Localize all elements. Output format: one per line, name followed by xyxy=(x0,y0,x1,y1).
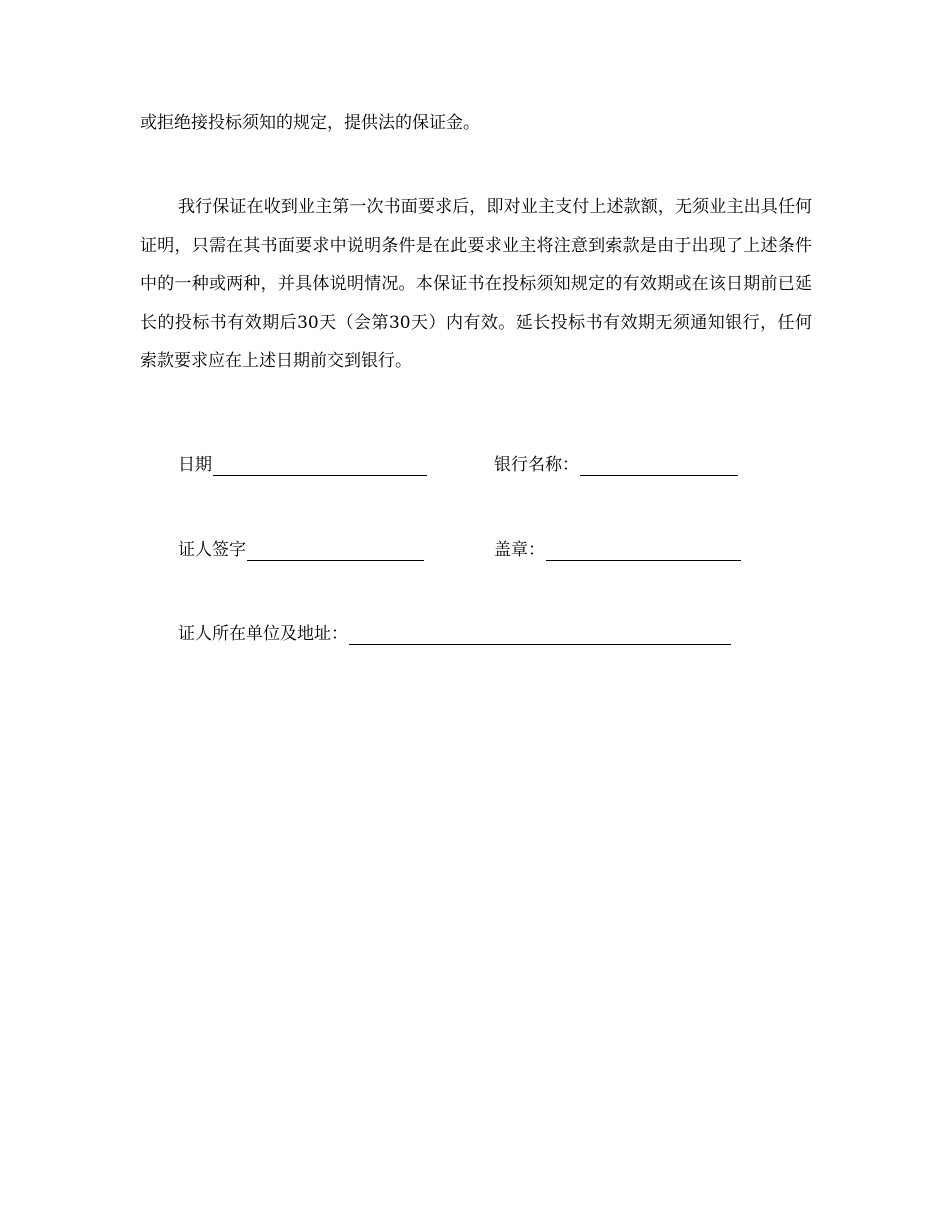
witness-signature-field xyxy=(178,539,424,561)
date-field xyxy=(178,454,427,476)
seal-field xyxy=(494,539,741,561)
date-blank-line xyxy=(213,457,427,476)
bank-name-label: 银行名称： xyxy=(494,455,579,475)
witness-address-label: 证人所在单位及地址： xyxy=(178,624,348,644)
witness-signature-blank-line xyxy=(247,542,424,561)
seal-label: 盖章： xyxy=(494,540,545,560)
witness-address-blank-line xyxy=(349,626,731,645)
bank-name-field xyxy=(494,454,738,476)
witness-address-field xyxy=(178,623,731,645)
paragraph-continuation: 或拒绝接投标须知的规定，提供法的保证金。 xyxy=(140,113,480,133)
seal-blank-line xyxy=(546,542,741,561)
date-label: 日期 xyxy=(178,455,212,475)
witness-signature-label: 证人签字 xyxy=(178,540,246,560)
bank-name-blank-line xyxy=(580,457,738,476)
paragraph-guarantee-terms: 我行保证在收到业主第一次书面要求后，即对业主支付上述款额，无须业主出具任何证明，只需在其书面要求中说明条件是在此要求业主将注意到索款是由于出现了上述条件中的一种或两种，并具体说明情况。本保证书在投标须知规定的有效期或在该日期前已延长的投标书有效期后30天（会第30天）内有效。延长投标书有效期无须通知银行，任何索款要求应在上述日期前交到银行。 xyxy=(140,197,812,371)
